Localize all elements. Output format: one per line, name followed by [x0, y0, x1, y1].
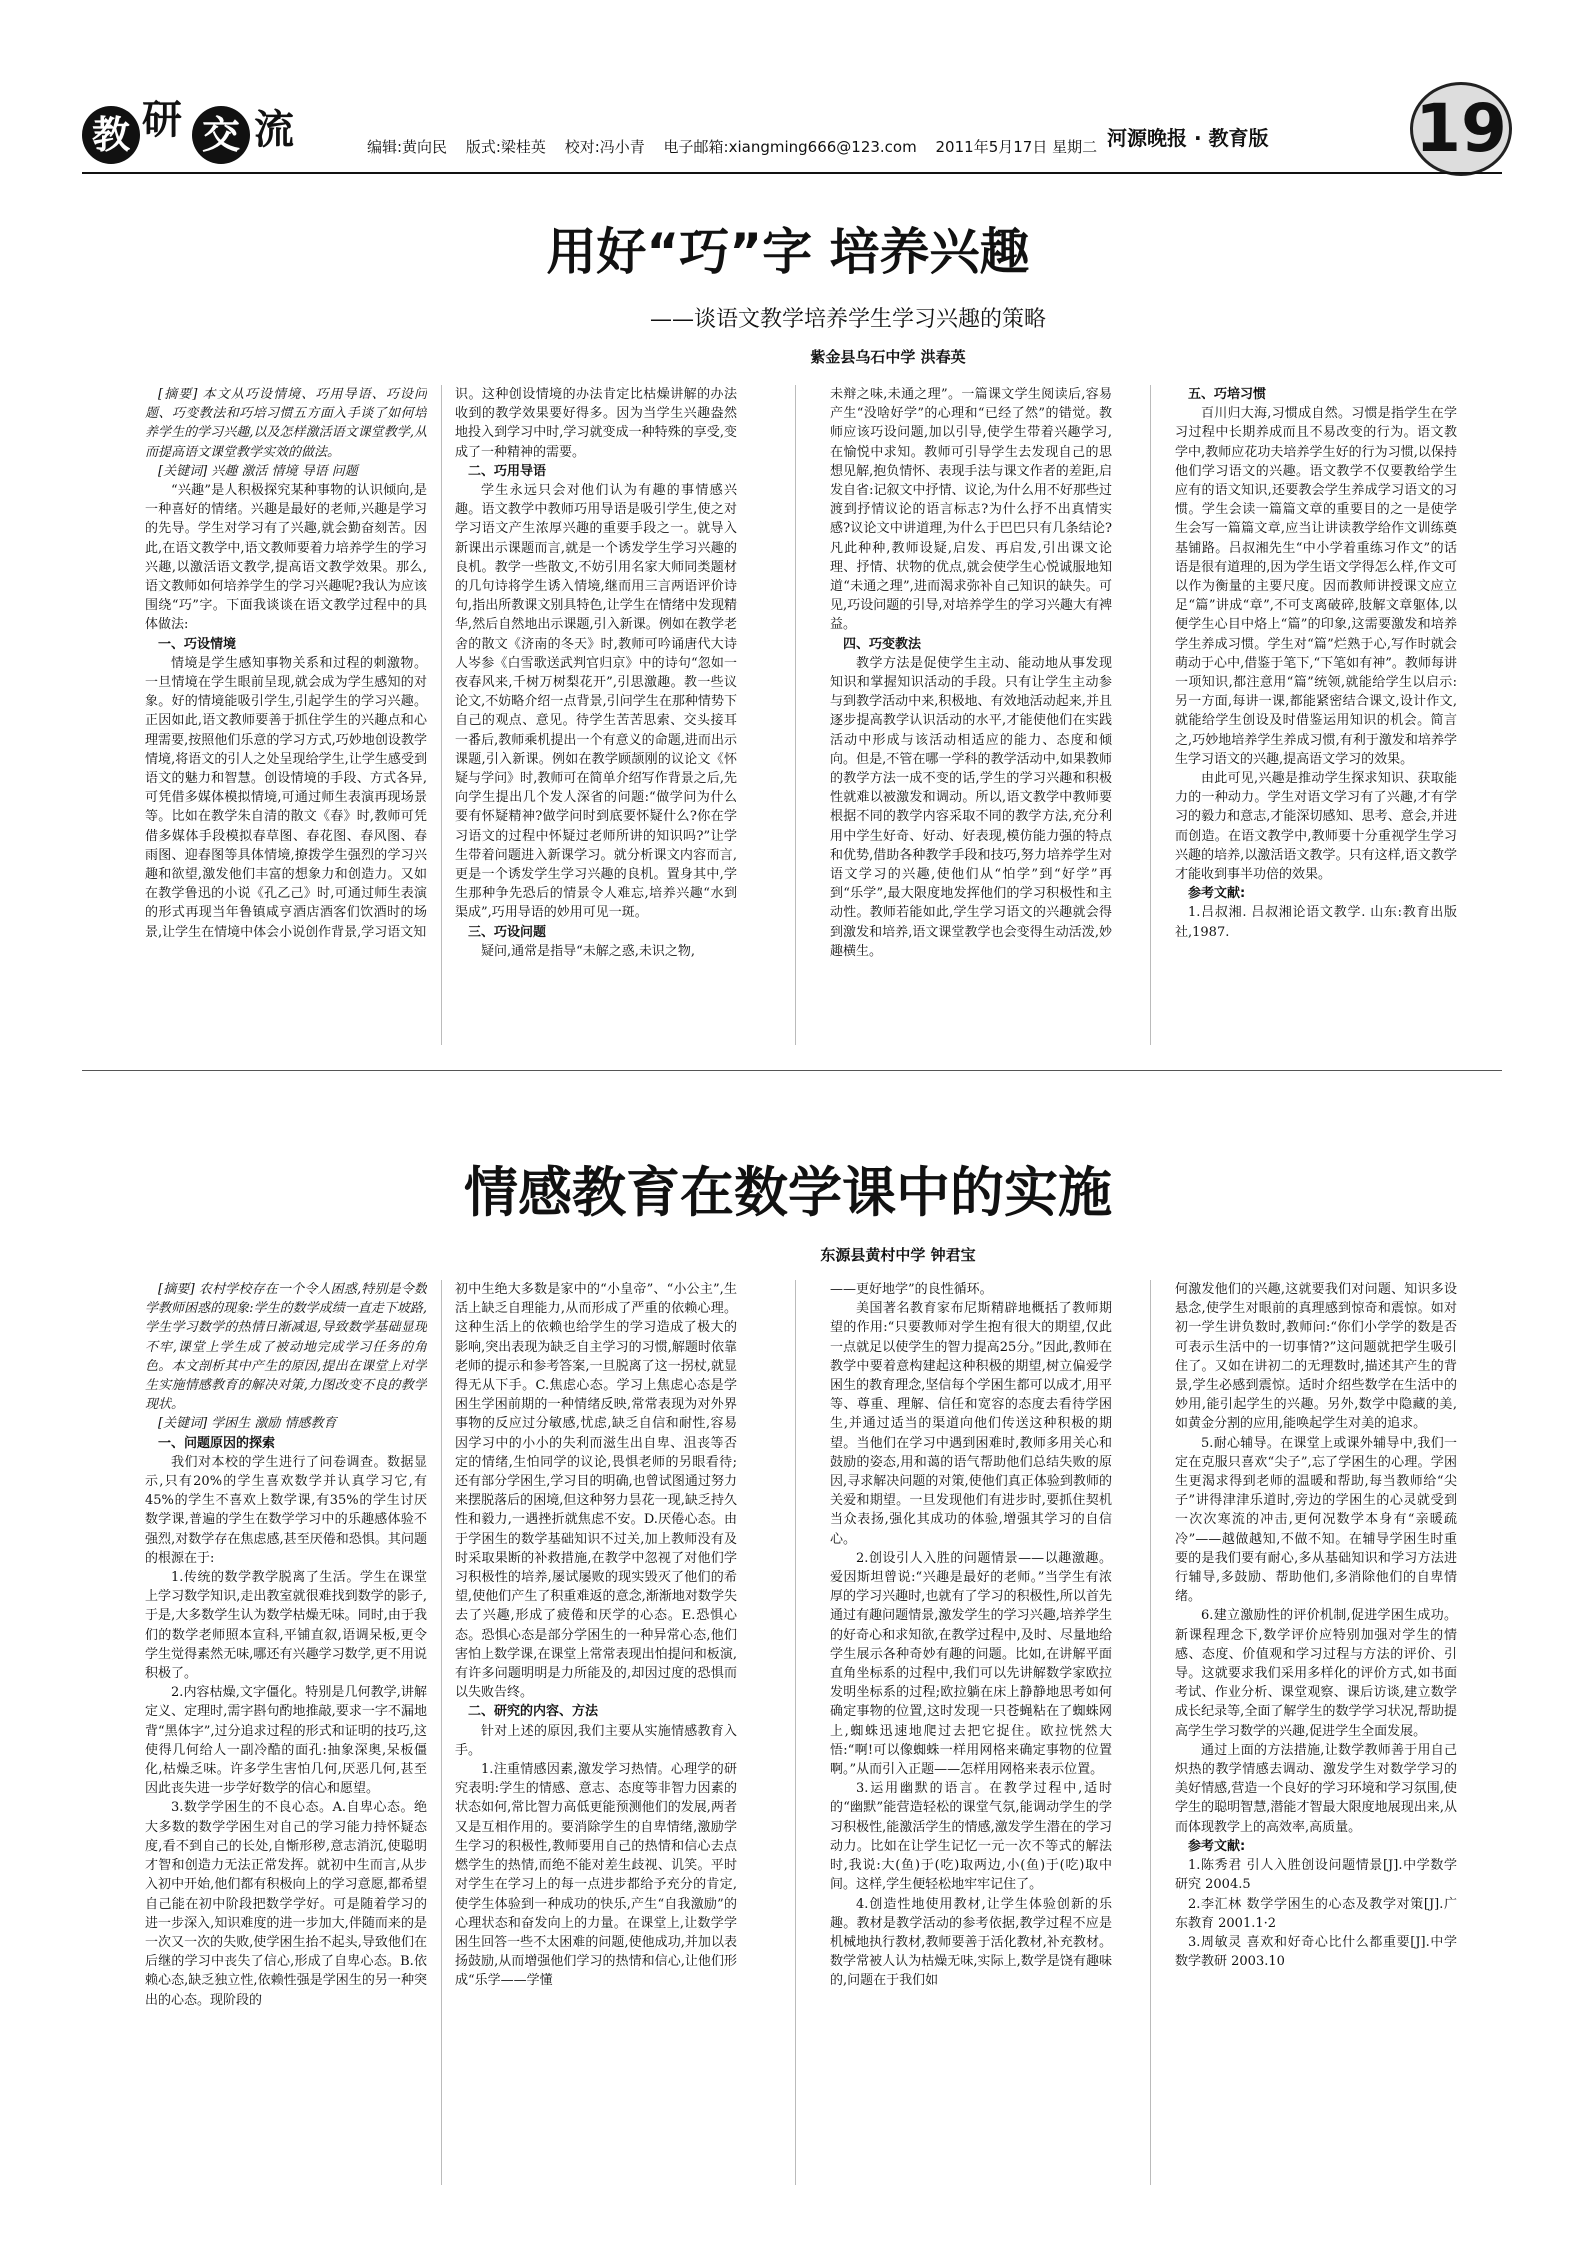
body-paragraph: 1.传统的数学教学脱离了生活。学生在课堂上学习数学知识,走出教室就很难找到数学的影子,于是,大多数学生认为数学枯燥无味。同时,由于我们的数学老师照本宣科,平铺直叙,语调呆板,更令学生觉得素然无味,哪还有兴趣学习数学,更不用说积极了。 — [145, 1570, 427, 1682]
abstract-paragraph: [关键词] 学困生 激励 情感教育 — [158, 1416, 337, 1432]
abstract-paragraph: [摘要] 农村学校存在一个令人困惑,特别是令数学教师困惑的现象:学生的数学成绩一直走下坡路,学生学习数学的热情日渐减退,导致数学基础显现不牢,课堂上学生成了被动地完成学习任务的角色。本文剖析其中产生的原因,提出在课堂上对学生实施情感教育的解决对策,力图改变不良的教学现状。 — [145, 1282, 427, 1413]
body-paragraph: 通过上面的方法措施,让数学教师善于用自己炽热的教学情感去调动、激发学生对数学学习的美好情感,营造一个良好的学习环境和学习氛围,使学生的聪明智慧,潜能才智最大限度地展现出来,从而体现教学上的高效率,高质量。 — [1175, 1742, 1457, 1835]
article1-title: 用好“巧”字 培养兴趣 — [546, 223, 1030, 281]
section-heading: 参考文献: — [1188, 1838, 1246, 1854]
body-paragraph: 情境是学生感知事物关系和过程的刺激物。一旦情境在学生眼前呈现,就会成为学生感知的对象。好的情境能吸引学生,引起学生的学习兴趣。正因如此,语文教师要善于抓住学生的兴趣点和心理需要,按照他们乐意的学习方式,巧妙地创设教学情境,将语文的引人之处呈现给学生,让学生感受到语文的魅力和智慧。创设情境的手段、方式各异,可凭借多媒体模拟情境,可通过师生表演再现场景等。比如在教学朱自清的散文《春》时,教师可凭借多媒体手段模拟春草图、春花图、春风图、春雨图、迎春图等具体情境,撩拨学生强烈的学习兴趣和欲望,激发他们丰富的想象力和创造力。又如在教学鲁迅的小说《孔乙己》时,可通过师生表演的形式再现当年鲁镇咸亨酒店酒客们饮酒时的场景,让学生在情境中体会小说创作背景,学习语文知 — [145, 655, 427, 940]
section-heading: 一、巧设情境 — [158, 636, 237, 652]
body-paragraph: 百川归大海,习惯成自然。习惯是指学生在学习过程中长期养成而且不易改变的行为。语文教学中,教师应花功夫培养学生好的行为习惯,以保持他们学习语文的兴趣。语文教学不仅要教给学生应有的语文知识,还要教会学生养成学习语文的习惯。学生会读一篇篇文章的重要目的之一是使学生会写一篇篇文章,应当让讲读教学给作文训练奠基铺路。吕叔湘先生“中小学着重练习作文”的话语是很有道理的,因为学生语文学得怎么样,作文可以作为衡量的主要尺度。因而教师讲授课文应立足“篇”讲成“章”,不可支离破碎,肢解文章躯体,以便学生心目中烙上“篇”的印象,这需要激发和培养学生养成习惯。学生对“篇”烂熟于心,写作时就会萌动于心中,借鉴于笔下,“下笔如有神”。教师每讲一项知识,都注意用“篇”统领,就能给学生以启示:另一方面,每讲一课,都能紧密结合课文,设计作文,就能给学生创设及时借鉴运用知识的机会。简言之,巧妙地培养学生养成习惯,有利于激发和培养学生学习语文的兴趣,提高语文学习的效果。 — [1175, 406, 1457, 767]
reference-item: 3.周敏灵 喜欢和好奇心比什么都重要[J].中学数学教研 2003.10 — [1175, 1934, 1457, 1970]
body-paragraph-continued: 未辩之味,未通之理”。一篇课文学生阅读后,容易产生“没啥好学”的心理和“已经了然”的错觉。教师应该巧设问题,加以引导,使学生带着兴趣学习,在愉悦中求知。教师可引导学生去发现自己的思想见解,抱负情怀、表现手法与课文作者的差距,启发自省:记叙文中抒情、议论,为什么用不好那些过渡到抒情议论的语言标志?为什么抒不出真情实感?议论文中讲道理,为什么于巴巴只有几条结论?凡此种种,教师设疑,启发、再启发,引出课文论理、抒情、状物的优点,就会使学生心悦诚服地知道“未通之理”,进而渴求弥补自己知识的缺失。可见,巧设问题的引导,对培养学生的学习兴趣大有裨益。 — [830, 387, 1112, 633]
column-divider — [1150, 385, 1151, 1045]
page-number: 19 — [1410, 82, 1512, 176]
body-paragraph-continued: ——更好地学”的良性循环。 — [830, 1282, 993, 1297]
reference-item: 1.陈秀君 引人入胜创设问题情景[J].中学数学研究 2004.5 — [1175, 1858, 1457, 1893]
body-paragraph: 针对上述的原因,我们主要从实施情感教育入手。 — [455, 1723, 737, 1758]
article1-column-1 — [145, 385, 427, 1050]
abstract-paragraph: [关键词] 兴趣 激活 情境 导语 问题 — [158, 463, 358, 479]
column-divider — [1150, 1280, 1151, 2185]
body-paragraph: 5.耐心辅导。在课堂上或课外辅导中,我们一定在克服只喜欢“尖子”,忘了学困生的心理。学困生更渴求得到老师的温暖和帮助,每当教师给“尖子”讲得津津乐道时,旁边的学困生的心灵就受到一次次寒流的冲击,更何况数学本身有“亲暖疏冷”——越做越知,不做不知。在辅导学困生时重要的是我们要有耐心,多从基础知识和学习方法进行辅导,多鼓励、帮助他们,多消除他们的自卑情绪。 — [1175, 1435, 1457, 1605]
column-divider — [441, 1280, 442, 2185]
page-header — [82, 90, 1507, 167]
body-paragraph: 3.运用幽默的语言。在教学过程中,适时的“幽默”能营造轻松的课堂气氛,能调动学生的学习积极性,能激活学生的情感,激发学生潜在的学习动力。比如在让学生记忆一元一次不等式的解法时,我说:大(鱼)于(吃)取两边,小(鱼)于(吃)取中间。这样,学生便轻松地牢牢记住了。 — [830, 1781, 1112, 1893]
body-paragraph: 学生永远只会对他们认为有趣的事情感兴趣。语文教学中教师巧用导语是吸引学生,使之对学习语文产生浓厚兴趣的重要手段之一。就导入新课出示课题而言,就是一个诱发学生学习兴趣的良机。教学一些散文,不妨引用名家大师同类题材的几句诗将学生诱入情境,继而用三言两语评价诗句,指出所教课文别具特色,让学生在情绪中发现精华,然后自然地出示课题,引入新课。例如在教学老舍的散文《济南的冬天》时,教师可吟诵唐代大诗人岑参《白雪歌送武判官归京》中的诗句“忽如一夜春风来,千树万树梨花开”,引思激趣。教一些议论文,不妨略介绍一点背景,引问学生在那种情势下自己的观点、意见。待学生苦苦思索、交头接耳一番后,教师乘机提出一个有意义的命题,进而出示课题,引入新课。例如在教学顾颉刚的议论文《怀疑与学问》时,教师可在简单介绍写作背景之后,先向学生提出几个发人深省的问题:“做学问为什么要有怀疑精神?做学问时到底要怀疑什么?你在学习语文的过程中怀疑过老师所讲的知识吗?”让学生带着问题进入新课学习。就分析课文内容而言,更是一个诱发学生学习兴趣的良机。置身其中,学生那种争先恐后的情景令人难忘,培养兴趣“水到渠成”,巧用导语的妙用可见一斑。 — [455, 483, 737, 921]
body-paragraph: “兴趣”是人积极探究某种事物的认识倾向,是一种喜好的情绪。兴趣是最好的老师,兴趣是学习的先导。学生对学习有了兴趣,就会勤奋刻苦。因此,在语文教学中,语文教师要着力培养学生的学习兴趣,以激活语文教学,提高语文教学效果。那么,语文教师如何培养学生的学习兴趣呢?我认为应该围绕“巧”字。下面我谈谈在语文教学过程中的具体做法: — [145, 483, 427, 633]
email-credit: 电子邮箱:xiangming666@123.com — [663, 138, 917, 156]
reference-item: 2.李汇林 数学学困生的心态及教学对策[J].广东教育 2001.1·2 — [1175, 1896, 1457, 1931]
section-char-2: 研 — [142, 97, 182, 143]
article1-column-4 — [1175, 385, 1457, 1050]
issue-date: 2011年5月17日 星期二 — [935, 138, 1098, 156]
body-paragraph: 3.数学学困生的不良心态。A.自卑心态。绝大多数的数学学困生对自己的学习能力持怀疑态度,看不到自己的长处,自惭形秽,意志消沉,使聪明才智和创造力无法正常发挥。就初中生而言,从步入初中开始,他们都有积极向上的学习意愿,都希望自己能在初中阶段把数学学好。可是随着学习的进一步深入,知识难度的进一步加大,伴随而来的是一次又一次的失败,使学困生抬不起头,导致他们在后继的学习中丧失了信心,形成了自卑心态。B.依赖心态,缺乏独立性,依赖性强是学困生的另一种突出的心态。现阶段的 — [145, 1800, 427, 2008]
article2-column-3 — [830, 1280, 1112, 2188]
section-heading: 一、问题原因的探索 — [158, 1435, 276, 1451]
body-paragraph-continued: 何激发他们的兴趣,这就要我们对问题、知识多设悬念,使学生对眼前的真理感到惊奇和震惊。如对初一学生讲负数时,教师问:“你们小学学的数是否可表示生活中的一切事情?”这问题就把学生吸引住了。又如在讲初二的无理数时,描述其产生的背景,学生必感到震惊。适时介绍些数学在生活中的妙用,能引起学生的兴趣。另外,数学中隐藏的美,如黄金分割的应用,能唤起学生对美的追求。 — [1175, 1282, 1457, 1432]
body-paragraph: 4.创造性地使用教材,让学生体验创新的乐趣。教材是教学活动的参考依据,教学过程不应是机械地执行教材,教师要善于活化教材,补充教材。数学常被人认为枯燥无味,实际上,数学是饶有趣味的,问题在于我们如 — [830, 1896, 1112, 1989]
section-heading: 参考文献: — [1188, 886, 1246, 902]
body-paragraph: 6.建立激励性的评价机制,促进学困生成功。新课程理念下,数学评价应特别加强对学生的情感、态度、价值观和学习过程与方法的评价、引导。这就要求我们采用多样化的评价方式,如书面考试、作业分析、课堂观察、课后访谈,建立数学成长纪录等,全面了解学生的数学学习状况,帮助提高学生学习数学的兴趣,促进学生全面发展。 — [1175, 1608, 1457, 1739]
body-paragraph: 由此可见,兴趣是推动学生探求知识、获取能力的一种动力。学生对语文学习有了兴趣,才有学习的毅力和意志,才能深切感知、思考、意会,并进而创造。在语文教学中,教师要十分重视学生学习兴趣的培养,以激活语文教学。只有这样,语文教学才能收到事半功倍的效果。 — [1175, 771, 1457, 883]
column-divider — [795, 385, 796, 1045]
abstract-paragraph: [摘要] 本文从巧设情境、巧用导语、巧设问题、巧变教法和巧培习惯五方面入手谈了如何培养学生的学习兴趣,以及怎样激活语文课堂教学,从而提高语文课堂教学实效的做法。 — [145, 387, 427, 460]
body-paragraph: 我们对本校的学生进行了问卷调查。数据显示,只有20%的学生喜欢数学并认真学习它,有45%的学生不喜欢上数学课,有35%的学生讨厌数学课,普遍的学生在数学学习中的乐趣感体验不强烈,对数学存在焦虑感,甚至厌倦和恐惧。其问题的根源在于: — [145, 1454, 427, 1566]
body-paragraph: 美国著名教育家布尼斯精辟地概括了教师期望的作用:“只要教师对学生抱有很大的期望,仅此一点就足以使学生的智力提高25分。”因此,教师在教学中要着意构建起这种积极的期望,树立偏爱学困生的教育理念,坚信每个学困生都可以成才,用平等、尊重、理解、信任和宽容的态度去看待学困生,并通过适当的渠道向他们传送这种积极的期望。当他们在学习中遇到困难时,教师多用关心和鼓励的姿态,用和蔼的语气帮助他们总结失败的原因,寻求解决问题的对策,使他们真正体验到教师的关爱和期望。一旦发现他们有进步时,要抓住契机当众表扬,强化其成功的体验,增强其学习的自信心。 — [830, 1301, 1112, 1547]
body-paragraph-continued: 识。这种创设情境的办法肯定比枯燥讲解的办法收到的教学效果要好得多。因为当学生兴趣盎然地投入到学习中时,学习就变成一种特殊的享受,变成了一种精神的需要。 — [455, 387, 737, 460]
article1-column-3 — [830, 385, 1112, 1050]
section-heading: 五、巧培习惯 — [1188, 387, 1267, 402]
body-paragraph: 1.注重情感因素,激发学习热情。心理学的研究表明:学生的情感、意志、态度等非智力因素的状态如何,常比智力高低更能预测他们的发展,两者又是互相作用的。要消除学生的自卑情绪,激励学生学习的积极性,教师要用自己的热情和信心去点燃学生的热情,而绝不能对差生歧视、讥笑。平时对学生在学习上的每一点进步都给予充分的肯定,使学生体验到一种成功的快乐,产生“自我激励”的心理状态和奋发向上的力量。在课堂上,让数学学困生回答一些不太困难的问题,使他成功,并加以表扬鼓励,从而增强他们学习的热情和信心,让他们形成“乐学——学懂 — [455, 1762, 737, 1989]
article2-column-2 — [455, 1280, 737, 2188]
article2-column-1 — [145, 1280, 427, 2188]
section-char-3: 交 — [192, 106, 250, 164]
article2-byline: 东源县黄村中学 钟君宝 — [820, 1246, 976, 1264]
article2-column-4 — [1175, 1280, 1457, 2188]
body-paragraph-continued: 初中生绝大多数是家中的“小皇帝”、“小公主”,生活上缺乏自理能力,从而形成了严重的依赖心理。这种生活上的依赖也给学生的学习造成了极大的影响,突出表现为缺乏自主学习的习惯,解题时依靠老师的提示和参考答案,一旦脱离了这一拐杖,就显得无从下手。C.焦虑心态。学习上焦虑心态是学困生学困前期的一种情绪反映,常常表现为对外界事物的反应过分敏感,忧虑,缺乏自信和耐性,容易因学习中的小小的失利而滋生出自卑、沮丧等否定的情绪,生怕同学的议论,畏惧老师的另眼看待;还有部分学困生,学习目的明确,也曾试图通过努力来摆脱落后的困境,但这种努力昙花一现,缺乏持久性和毅力,一遇挫折就焦虑不安。D.厌倦心态。由于学困生的数学基础知识不过关,加上教师没有及时采取果断的补救措施,在教学中忽视了对他们学习积极性的培养,屡试屡败的现实毁灭了他们的希望,使他们产生了积重难返的意念,渐渐地对数学失去了兴趣,形成了疲倦和厌学的心态。E.恐惧心态。恐惧心态是部分学困生的一种异常心态,他们害怕上数学课,在课堂上常常表现出怕提问和板演,有许多问题明明是力所能及的,却因过度的恐惧而以失败告终。 — [455, 1282, 737, 1701]
article1-subtitle: ——谈语文教学培养学生学习兴趣的策略 — [649, 307, 1046, 332]
paper-name: 河源晚报 · 教育版 — [1107, 126, 1269, 150]
header-rule — [82, 172, 1502, 174]
proof-credit: 校对:冯小青 — [564, 138, 645, 156]
column-divider — [441, 385, 442, 1045]
editor-credit: 编辑:黄向民 — [367, 138, 448, 156]
body-paragraph: 疑问,通常是指导“未解之惑,未识之物, — [481, 943, 696, 959]
article-divider — [82, 1070, 1502, 1071]
article1-byline: 紫金县乌石中学 洪春英 — [810, 348, 966, 366]
body-paragraph: 教学方法是促使学生主动、能动地从事发现知识和掌握知识活动的手段。只有让学生主动参与到教学活动中来,积极地、有效地活动起来,并且逐步提高教学认识活动的水平,才能使他们在实践活动中形成与该活动相适应的能力、态度和倾向。但是,不管在哪一学科的教学活动中,如果教师的教学方法一成不变的话,学生的学习兴趣和积极性就难以被激发和调动。所以,语文教学中教师要根据不同的教学内容采取不同的教学方法,充分利用中学生好奇、好动、好表现,模仿能力强的特点和优势,借助各种教学手段和技巧,努力培养学生对语文学习的兴趣,使他们从“怕学”到“好学”再到“乐学”,最大限度地发挥他们的学习积极性和主动性。教师若能如此,学生学习语文的兴趣就会得到激发和培养,语文课堂教学也会变得生动活泼,妙趣横生。 — [830, 655, 1112, 959]
section-heading: 四、巧变教法 — [843, 636, 922, 652]
body-paragraph: 2.内容枯燥,文字僵化。特别是几何教学,讲解定义、定理时,需字斟句酌地推敲,要求一字不漏地背“黑体字”,过分追求过程的形式和证明的技巧,这使得几何给人一副冷酷的面孔:抽象深奥,呆板僵化,枯燥乏味。许多学生害怕几何,厌恶几何,甚至因此丧失进一步学好数学的信心和愿望。 — [145, 1685, 427, 1797]
column-divider — [795, 1280, 796, 2185]
body-paragraph: 2.创设引人入胜的问题情景——以趣激趣。爱因斯坦曾说:“兴趣是最好的老师。”当学生有浓厚的学习兴趣时,也就有了学习的积极性,所以首先通过有趣问题情景,激发学生的学习兴趣,培养学生的好奇心和求知欲,在教学过程中,及时、尽量地给学生展示各种奇妙有趣的问题。比如,在讲解平面直角坐标系的过程中,我们可以先讲解数学家欧拉发明坐标系的过程;欧拉躺在床上静静地思考如何确定事物的位置,这时发现一只苍蝇粘在了蜘蛛网上,蜘蛛迅速地爬过去把它捉住。欧拉恍然大悟:“啊!可以像蜘蛛一样用网格来确定事物的位置啊。”从而引入正题——怎样用网格来表示位置。 — [830, 1550, 1112, 1778]
layout-credit: 版式:梁桂英 — [465, 138, 546, 156]
article2-title: 情感教育在数学课中的实施 — [464, 1161, 1112, 1224]
section-heading: 二、研究的内容、方法 — [468, 1704, 599, 1720]
article1-column-2 — [455, 385, 737, 1050]
section-heading: 二、巧用导语 — [468, 463, 547, 479]
header-credits — [367, 136, 1111, 157]
reference-item: 1.吕叔湘. 吕叔湘论语文教学. 山东:教育出版社,1987. — [1175, 905, 1457, 940]
section-char-1: 教 — [82, 106, 140, 164]
section-logo — [82, 97, 322, 162]
section-char-4: 流 — [254, 107, 294, 153]
section-heading: 三、巧设问题 — [468, 924, 547, 940]
